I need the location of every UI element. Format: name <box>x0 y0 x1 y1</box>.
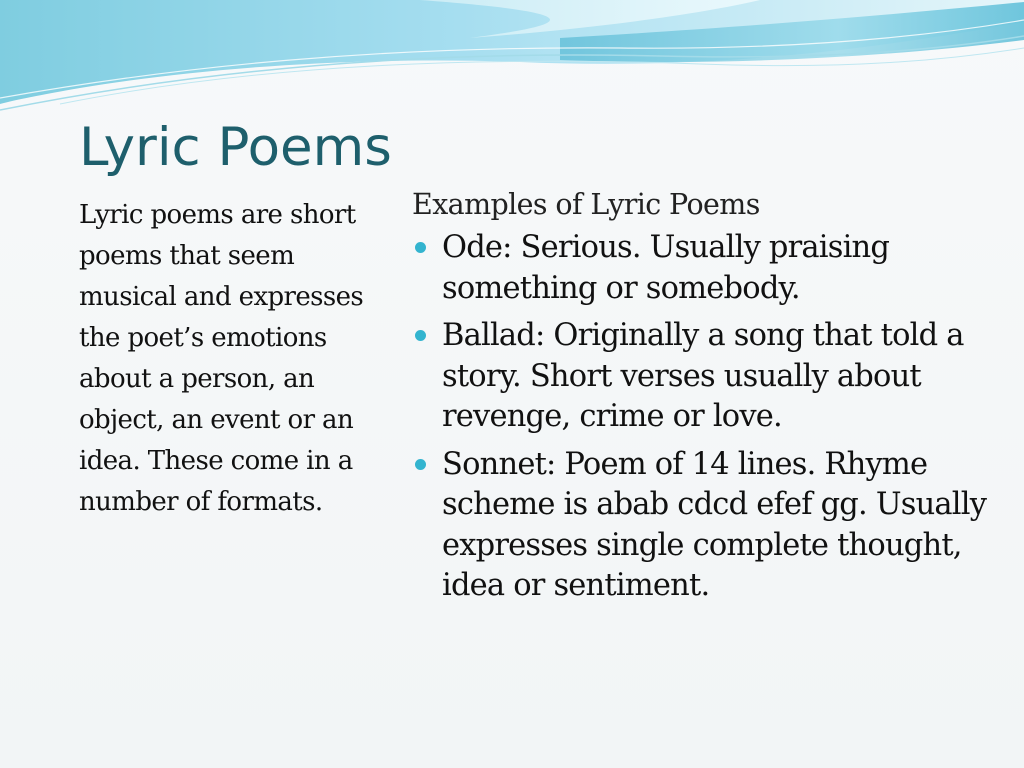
list-item-ode <box>412 228 997 309</box>
bullet-dot-icon <box>415 459 426 470</box>
bullet-dot-icon <box>415 330 426 341</box>
header-wave-decoration <box>0 0 1024 130</box>
bullet-text: Ballad: Originally a song that told a story. Short verses usually about revenge, crime or love. <box>442 318 964 434</box>
list-item-sonnet <box>412 445 997 607</box>
bullet-text: Sonnet: Poem of 14 lines. Rhyme scheme is abab cdcd efef gg. Usually expresses single complete thought, idea or sentiment. <box>442 446 987 603</box>
slide-title: Lyric Poems <box>79 117 392 178</box>
examples-heading: Examples of Lyric Poems <box>412 188 760 221</box>
definition-text: Lyric poems are short poems that seem musical and expresses the poet’s emotions about a person, an object, an event or an idea. These come in a number of formats. <box>79 200 364 517</box>
examples-list <box>412 228 997 607</box>
list-item-ballad <box>412 316 997 438</box>
bullet-text: Ode: Serious. Usually praising something or somebody. <box>442 230 890 306</box>
examples-section <box>412 182 997 614</box>
bullet-dot-icon <box>415 242 426 253</box>
